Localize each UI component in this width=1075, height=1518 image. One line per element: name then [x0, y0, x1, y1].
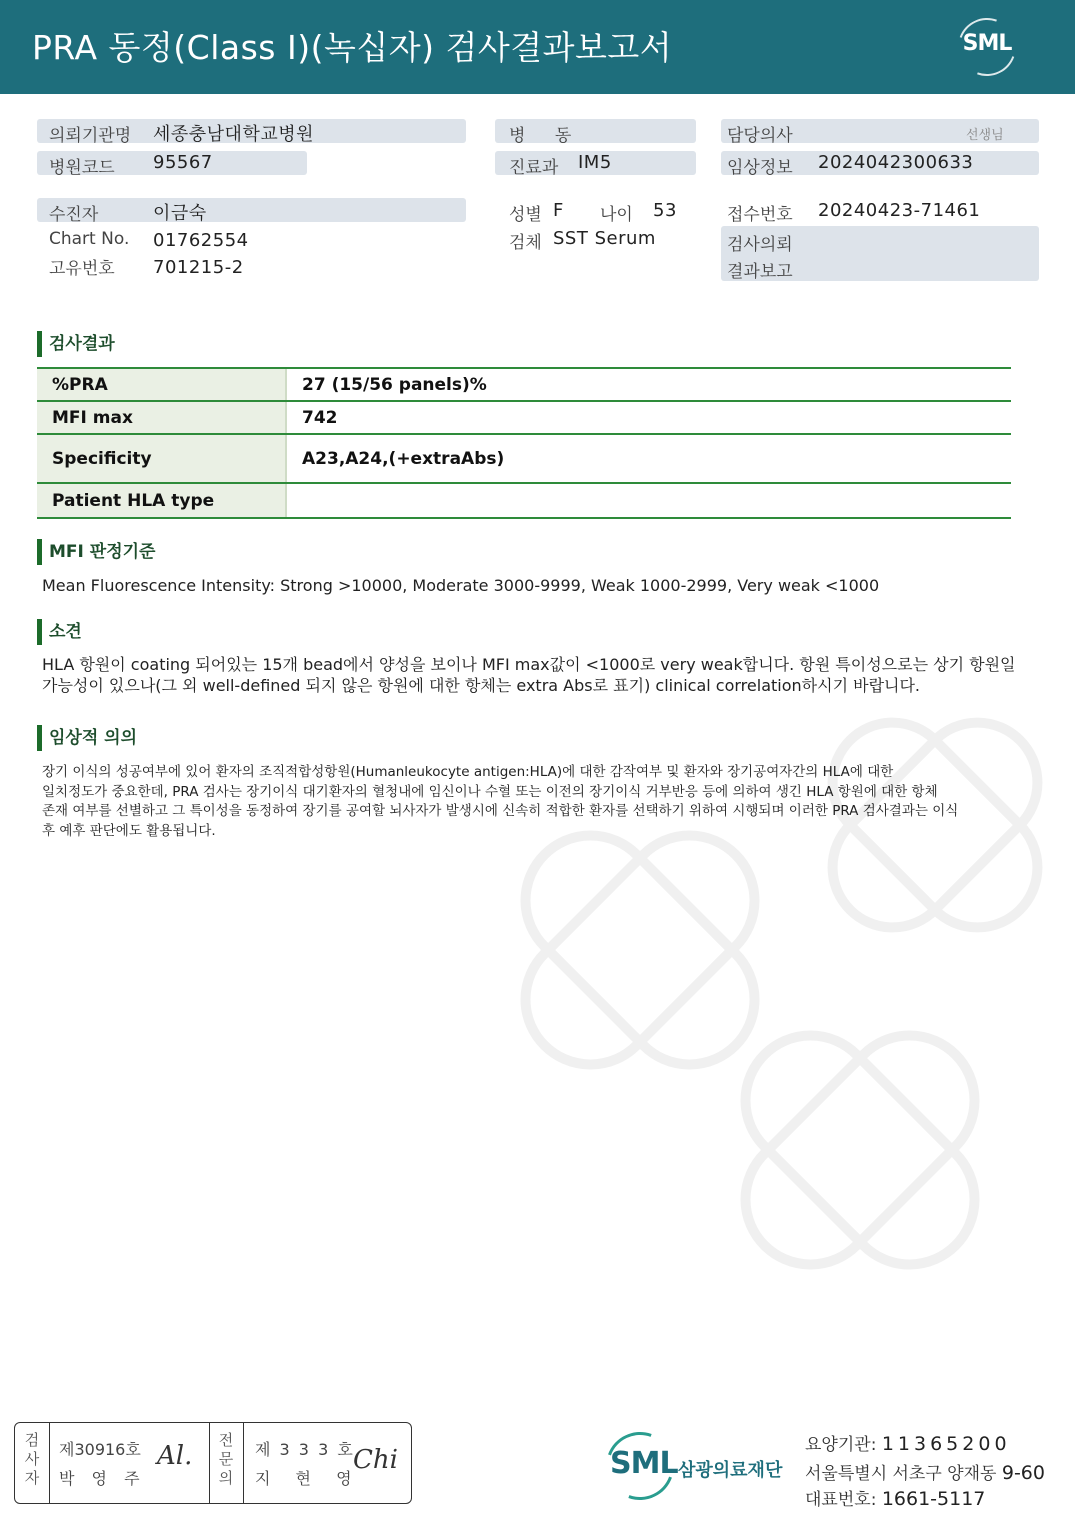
sex-label: 성별 [509, 205, 542, 225]
opinion-line: 가능성이 있으나(그 외 well-defined 되지 않은 항원에 대한 항체는 extra Abs로 표기) clinical correlation하시기 바랍니다. [42, 676, 921, 695]
clinical-text [42, 763, 1022, 841]
ward-label: 병 동 [509, 126, 584, 146]
mfi-criteria-text: Mean Fluorescence Intensity: Strong >10000, Moderate 3000-9999, Weak 1000-2999, Very weak <1000 [42, 576, 880, 595]
receipt-label: 접수번호 [727, 205, 793, 225]
age-value: 53 [653, 200, 677, 221]
phone-value: 1661-5117 [881, 1488, 986, 1510]
table-row [37, 435, 1011, 484]
clinical-line: 후 예후 판단에도 활용됩니다. [42, 822, 216, 839]
patient-label: 수진자 [49, 205, 99, 225]
institution-value: 세종충남대학교병원 [153, 124, 314, 145]
specialist-signature-icon: Chi [353, 1445, 398, 1475]
row-value: A23,A24,(+extraAbs) [302, 448, 505, 469]
clinical-line: 존재 여부를 선별하고 그 특이성을 동정하여 장기를 공여할 뇌사자가 발생시에 신속히 적합한 환자를 선택하기 위하여 시행되며 이러한 PRA 검사결과는 이식 [42, 803, 959, 819]
clinical-line: 장기 이식의 성공여부에 있어 환자의 조직적합성항원(Humanleukocyte antigen:HLA)에 대한 감작여부 및 환자와 장기공여자간의 HLA에 대한 [42, 764, 894, 780]
mfi-section-title: MFI 판정기준 [37, 539, 155, 565]
row-label: Specificity [37, 435, 287, 482]
row-label: Patient HLA type [37, 484, 287, 517]
tester-signature-icon: Al. [157, 1441, 193, 1471]
watermark-cross-icon [492, 802, 789, 1099]
signature-box [14, 1422, 412, 1504]
specimen-value: SST Serum [553, 228, 656, 249]
request-label: 검사의뢰 [727, 235, 793, 255]
divider [243, 1423, 244, 1503]
table-row [37, 484, 1011, 519]
info-bar [37, 198, 466, 222]
hospital-code-label: 병원코드 [49, 158, 115, 178]
report-header [0, 0, 1075, 94]
opinion-section-title: 소견 [37, 619, 82, 645]
footer-code [805, 1430, 1011, 1455]
row-value: 742 [302, 407, 338, 428]
footer-phone [805, 1485, 985, 1510]
org-logo-text: SML [610, 1446, 678, 1481]
patient-value: 이금숙 [153, 203, 207, 224]
doctor-label: 담당의사 [727, 126, 793, 146]
clinical-label: 임상정보 [727, 158, 793, 178]
org-name: 삼광의료재단 [678, 1460, 783, 1481]
specialist-number: 제 3 3 3 호 [255, 1440, 355, 1459]
phone-label: 대표번호: [805, 1490, 877, 1510]
specimen-label: 검체 [509, 233, 542, 253]
tester-label: 검 사 자 [24, 1431, 40, 1487]
chart-label: Chart No. [49, 229, 130, 249]
receipt-value: 20240423-71461 [818, 200, 981, 221]
age-label: 나이 [600, 205, 633, 225]
clinical-line: 일치정도가 중요한데, PRA 검사는 장기이식 대기환자의 혈청내에 임신이나 수혈 또는 이전의 장기이식 거부반응 등에 의하여 생긴 HLA 항원에 대한 항체 [42, 783, 938, 800]
row-label: %PRA [37, 369, 287, 400]
row-label: MFI max [37, 402, 287, 433]
specialist-name: 지 현 영 [255, 1469, 362, 1488]
chart-value: 01762554 [153, 230, 249, 251]
dept-value: IM5 [578, 152, 612, 173]
clinical-section-title: 임상적 의의 [37, 725, 137, 751]
opinion-line: HLA 항원이 coating 되어있는 15개 bead에서 양성을 보이나 MFI max값이 <1000로 very weak합니다. 항원 특이성으로는 상기 항원일 [42, 655, 1016, 674]
code-value: 11365200 [881, 1433, 1011, 1455]
clinical-value: 2024042300633 [818, 152, 974, 173]
row-value: 27 (15/56 panels)% [302, 374, 487, 395]
id-value: 701215-2 [153, 257, 244, 278]
report-title: PRA 동정(Class I)(녹십자) 검사결과보고서 [32, 28, 673, 67]
code-label: 요양기관: [805, 1435, 877, 1455]
results-table [37, 367, 1011, 519]
id-label: 고유번호 [49, 259, 115, 279]
table-row [37, 369, 1011, 402]
report-label: 결과보고 [727, 262, 793, 282]
sex-value: F [553, 200, 564, 221]
specialist-label: 전 문 의 [218, 1431, 234, 1487]
row-value [289, 484, 1011, 517]
table-row [37, 402, 1011, 435]
results-section-title: 검사결과 [37, 331, 115, 357]
sml-logo: SML [962, 31, 1012, 56]
tester-number: 제30916호 [59, 1440, 141, 1459]
doctor-suffix: 선생님 [966, 128, 1004, 143]
watermark-cross-icon [712, 1002, 1009, 1299]
address-label: 서울특별시 서초구 양재동 [805, 1464, 997, 1484]
dept-label: 진료과 [509, 158, 559, 178]
tester-name: 박 영 주 [59, 1469, 146, 1488]
hospital-code-value: 95567 [153, 152, 213, 173]
institution-label: 의뢰기관명 [49, 126, 132, 146]
footer-address [805, 1459, 1045, 1484]
divider [209, 1423, 210, 1503]
divider [49, 1423, 50, 1503]
address-value: 9-60 [1001, 1462, 1045, 1484]
